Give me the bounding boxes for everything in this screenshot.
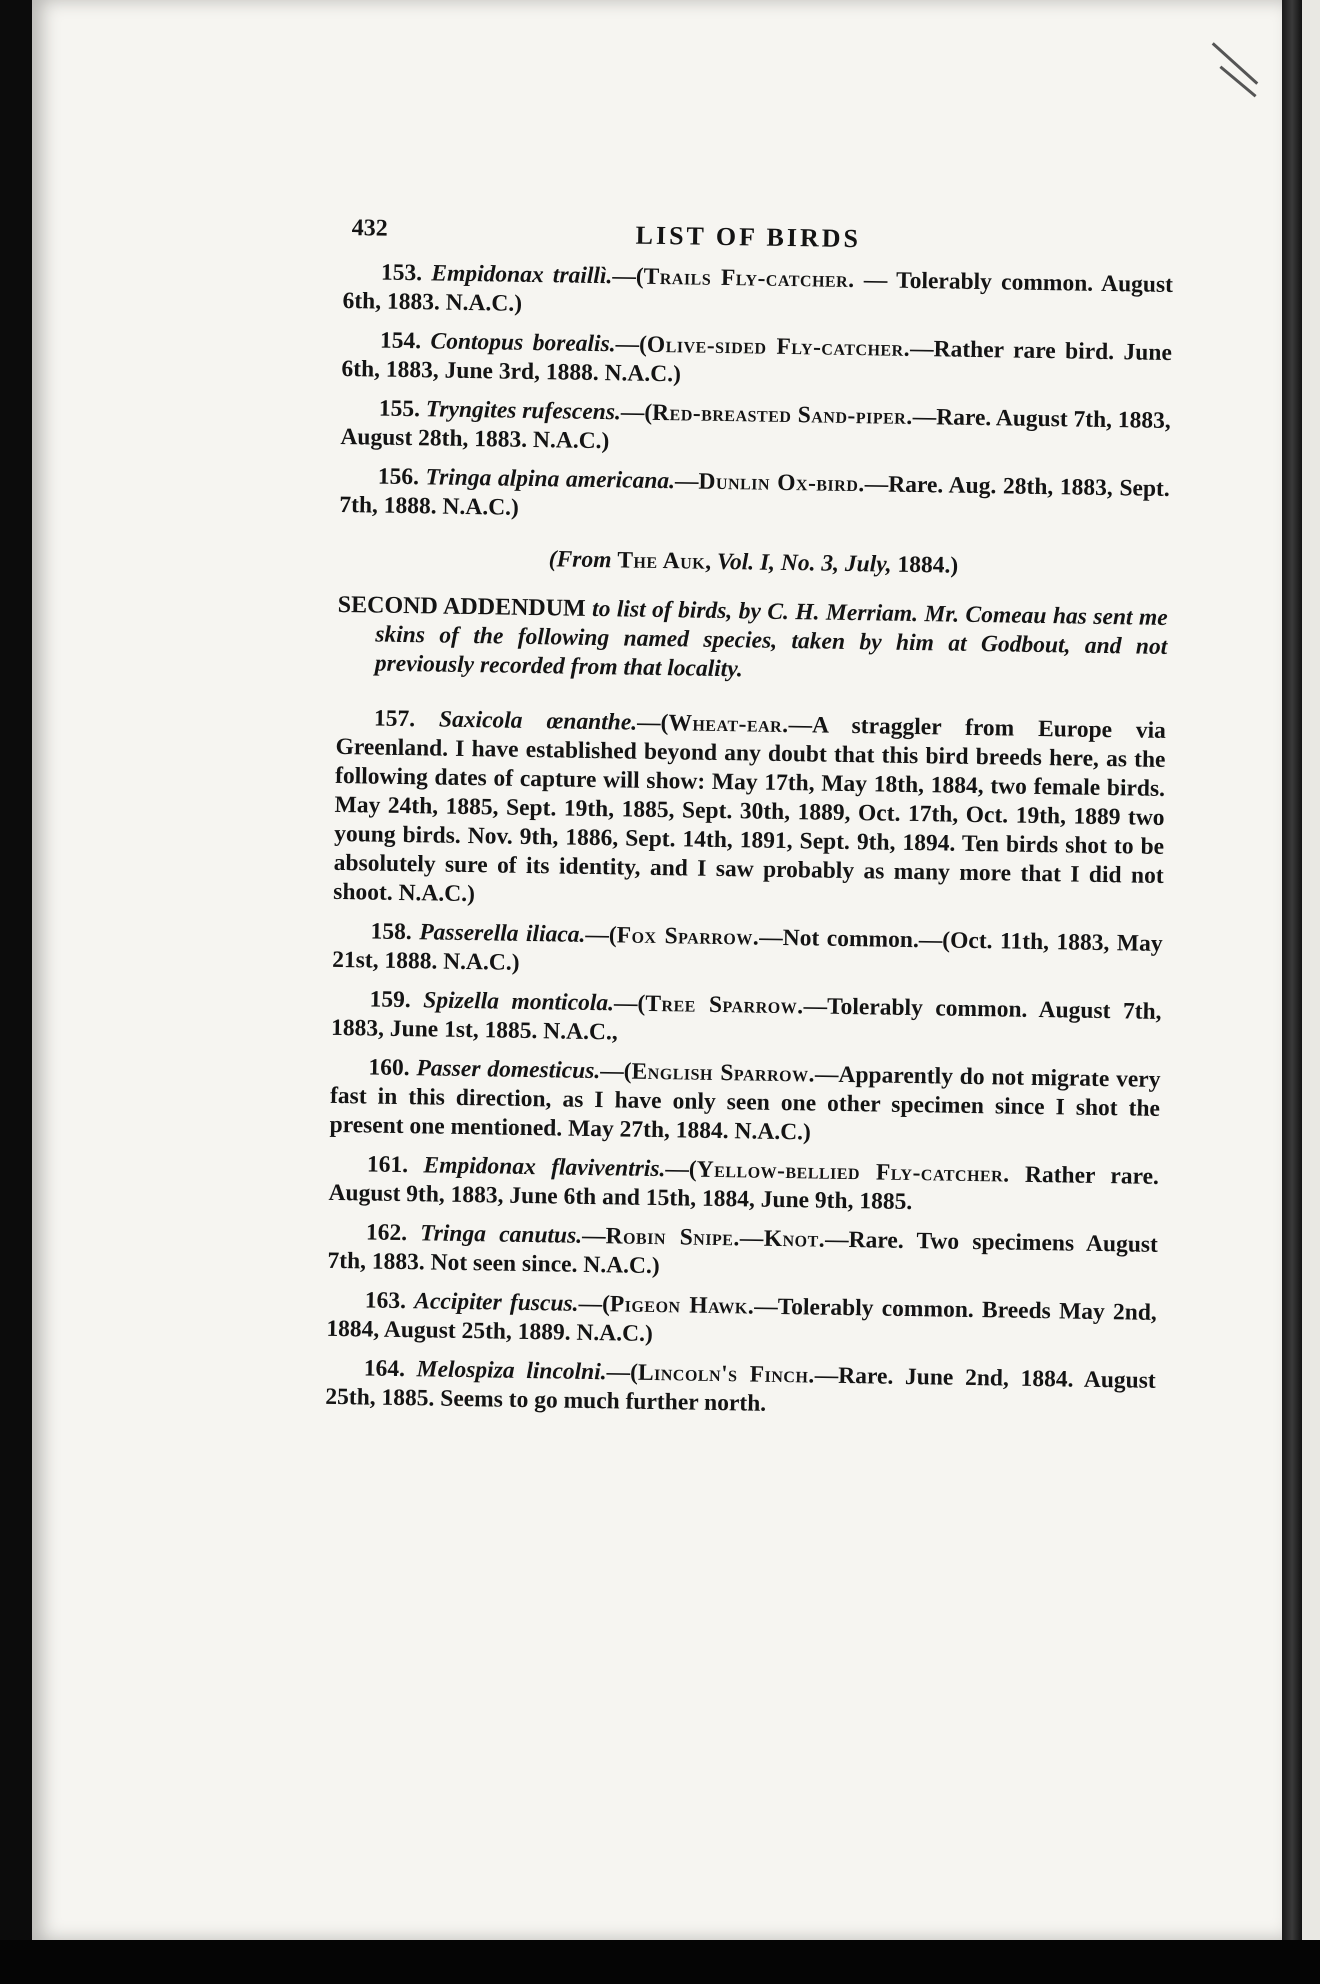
list-item: 160. Passer domesticus.—(English Sparrow.—Apparently do not migrate very fast in this direction, as I have only seen one other specimen since I shot the present one mentioned. May 27th, 1884. N.A.C.) (329, 1054, 1161, 1146)
list-item: 161. Empidonax flaviventris.—(Yellow-bellied Fly-catcher. Rather rare. August 9th, 1883, June 6th and 15th, 1884, June 9th, 1885. (328, 1151, 1160, 1216)
running-head (343, 210, 1174, 267)
list-item: 159. Spizella monticola.—(Tree Sparrow.—Tolerably common. August 7th, 1883, June 1st, 1885. N.A.C., (330, 986, 1162, 1046)
scan-border (0, 1940, 1320, 1984)
list-item: 154. Contopus borealis.—(Olive-sided Fly-catcher.—Rather rare bird. June 6th, 1883, June 3rd, 1888. N.A.C.) (341, 327, 1173, 388)
list-item: 158. Passerella iliaca.—(Fox Sparrow.—Not common.—(Oct. 11th, 1883, May 21st, 1888. N.A.C.) (332, 918, 1163, 976)
list-item: 155. Tryngites rufescens.—(Red-breasted Sand-piper.—Rare. August 7th, 1883, August 28th, 1883. N.A.C.) (340, 395, 1172, 455)
list-item: 164. Melospiza lincolni.—(Lincoln's Finch.—Rare. June 2nd, 1884. August 25th, 1885. Seems to go much further north. (325, 1355, 1156, 1417)
page-content (325, 210, 1174, 1435)
book-page (32, 0, 1282, 1940)
addendum-note: SECOND ADDENDUM to list of birds, by C. H. Merriam. Mr. Comeau has sent me skins of the following named species, taken by him at Godbout, and not previously recorded from that locality. (337, 591, 1168, 683)
list-item: 153. Empidonax traillì.—(Trails Fly-catcher. — Tolerably common. August 6th, 1883. N.A.C.) (342, 259, 1174, 317)
list-item: 163. Accipiter fuscus.—(Pigeon Hawk.—Tolerably common. Breeds May 2nd, 1884, August 25th, 1889. N.A.C.) (326, 1287, 1157, 1347)
list-item: 157. Saxicola œnanthe.—(Wheat-ear.—A straggler from Europe via Greenland. I have established beyond any doubt that this bird breeds here, as the following dates of capture will show: May 17th, May 18th, 1884, two female birds. May 24th, 1885, Sept. 19th, 1885, Sept. 30th, 1889, Oct. 17th, Oct. 19th, 1889 two young birds. Nov. 9th, 1886, Sept. 14th, 1891, Sept. 9th, 1894. Ten birds shot to be absolutely sure of its identity, and I saw probably as many more that I did not shoot. N.A.C.) (333, 705, 1167, 908)
page-edge-shadow (1282, 0, 1302, 1940)
page-number: 432 (351, 215, 388, 242)
list-item: 162. Tringa canutus.—Robin Snipe.—Knot.—Rare. Two specimens August 7th, 1883. Not seen since. N.A.C.) (327, 1219, 1159, 1280)
next-page-edge (1302, 0, 1320, 1940)
page-title: LIST OF BIRDS (635, 220, 862, 254)
source-note: (From The Auk, Vol. I, No. 3, July, 1884.) (548, 546, 959, 579)
list-item: 156. Tringa alpina americana.—Dunlin Ox-bird.—Rare. Aug. 28th, 1883, Sept. 7th, 1888. N.A.C.) (339, 463, 1170, 521)
